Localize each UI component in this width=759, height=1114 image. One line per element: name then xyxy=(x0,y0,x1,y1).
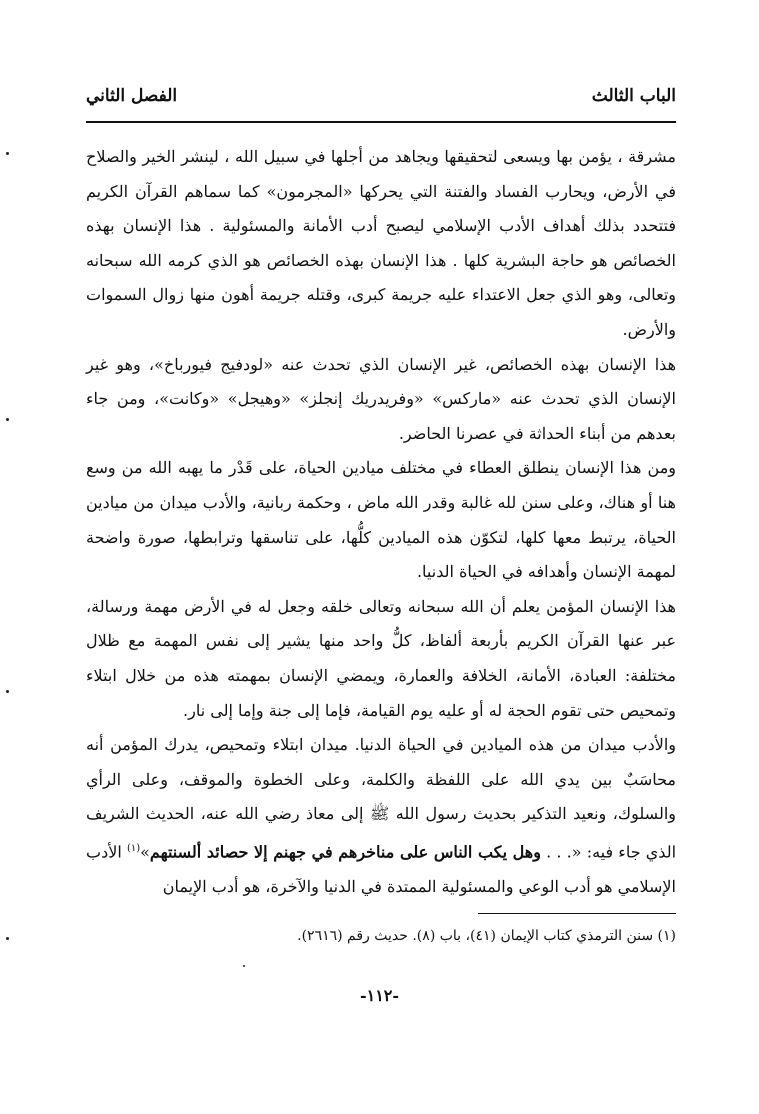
scan-speck xyxy=(6,418,9,421)
paragraph-with-hadith xyxy=(86,728,676,904)
header-rule xyxy=(86,121,676,123)
paragraph: هذا الإنسان المؤمن يعلم أن الله سبحانه وتعالى خلقه وجعل له في الأرض مهمة ورسالة، عبر عنها القرآن الكريم بأربعة ألفاظ، كلُّ واحد منها يشير إلى نفس المهمة مع ظلال مختلفة: العبادة، الأمانة، الخلافة والعمارة، ويمضي الإنسان بمهمته هذه من خلال ابتلاء وتمحيص حتى تقوم الحجة له أو عليه يوم القيامة، فإما إلى جنة وإما إلى نار. xyxy=(86,596,676,720)
running-header xyxy=(86,86,676,112)
footnote-separator xyxy=(478,913,676,914)
footnote-reference[interactable]: (١) xyxy=(126,842,141,854)
paragraph-text-continued: الأدب الإسلامي هو أدب الوعي والمسئولية الممتدة في الدنيا والآخرة، هو أدب الإيمان xyxy=(86,842,676,896)
hadith-quote: وهل يكب الناس على مناخرهم في جهنم إلا حصائد ألسنتهم xyxy=(149,842,541,862)
paragraph: هذا الإنسان بهذه الخصائص، غير الإنسان الذي تحدث عنه «لودفيج فيورباخ»، وهو غير الإنسان الذي تحدث عنه «ماركس» «وفريدريك إنجلز» «وهيجل» «وكانت»، ومن جاء بعدهم من أبناء الحداثة في عصرنا الحاضر. xyxy=(86,354,676,443)
page-number: -١١٢- xyxy=(359,986,400,1005)
paragraph: مشرقة ، يؤمن بها ويسعى لتحقيقها ويجاهد من أجلها في سبيل الله ، لينشر الخير والصلاح في الأرض، ويحارب الفساد والفتنة التي يحركها «المجرمون» كما سماهم القرآن الكريم فتتحدد بذلك أهداف الأدب الإسلامي ليصبح أدب الأمانة والمسئولية . هذا الإنسان بهذه الخصائص هو حاجة البشرية كلها . هذا الإنسان بهذه الخصائص هو الذي كرمه الله سبحانه وتعالى، وهو الذي جعل الاعتداء عليه جريمة كبرى، وقتله جريمة أهون منها زوال السموات والأرض. xyxy=(86,147,677,339)
section-title: الفصل الثاني xyxy=(86,86,178,106)
scan-speck xyxy=(6,690,9,693)
footnote: (١) سنن الترمذي كتاب الإيمان (٤١)، باب (٨). حديث رقم (٢٦١٦). xyxy=(297,928,676,944)
body-text xyxy=(86,140,676,904)
chapter-title: الباب الثالث xyxy=(591,86,676,106)
paragraph: ومن هذا الإنسان ينطلق العطاء في مختلف ميادين الحياة، على قَدْر ما يهبه الله من وسع هنا أو هناك، وعلى سنن لله غالبة وقدر الله ماض ، وحكمة ربانية، والأدب ميدان من ميادين الحياة، يرتبط معها كلها، لتكوّن هذه الميادين كلُّها، على تناسقها وترابطها، صورة واضحة لمهمة الإنسان وأهدافه في الحياة الدنيا. xyxy=(86,458,676,582)
closing-quote: » xyxy=(140,842,150,862)
scan-speck xyxy=(6,937,9,940)
scan-speck xyxy=(6,152,9,155)
paragraph-text: والأدب ميدان من هذه الميادين في الحياة الدنيا. ميدان ابتلاء وتمحيص، يدرك المؤمن أنه محاسَبٌ بين يدي الله على اللفظة والكلمة، وعلى الخطوة والموقف، وعلى الرأي والسلوك، ونعيد التذكير بحديث رسول الله ﷺ إلى معاذ رضي الله عنه، الحديث الشريف الذي جاء فيه: «. . . xyxy=(86,735,677,862)
scan-speck xyxy=(243,965,245,967)
